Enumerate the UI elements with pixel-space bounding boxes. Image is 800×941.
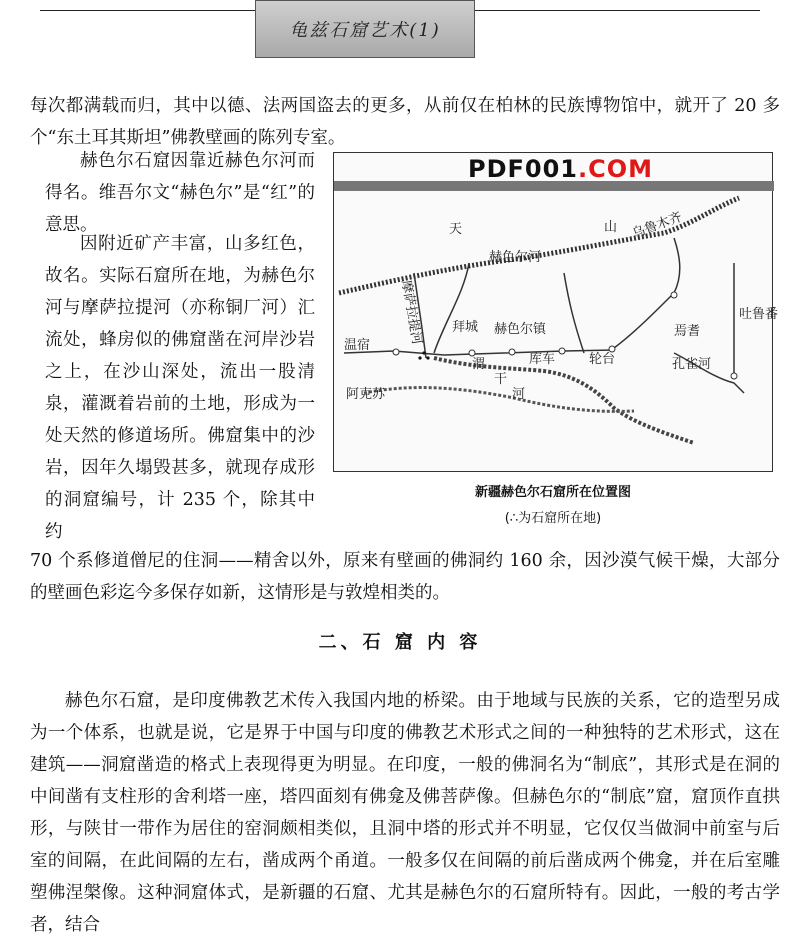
baicheng-dot bbox=[469, 350, 475, 356]
hesezhen-dot bbox=[509, 349, 515, 355]
kuche-dot bbox=[559, 348, 565, 354]
label-he: 河 bbox=[512, 387, 526, 402]
label-baicheng: 拜城 bbox=[452, 320, 479, 335]
north-road bbox=[674, 238, 680, 293]
header-title: 龟兹石窟艺术(1) bbox=[289, 20, 441, 41]
label-hesezhen: 赫色尔镇 bbox=[494, 322, 547, 337]
paragraph-5: 赫色尔石窟，是印度佛教艺术传入我国内地的桥梁。由于地域与民族的关系，它的造型另成为一个体系，也就是说，它是界于中国与印度的佛教艺术形式之间的一种独特的艺术形式，这在建筑——洞窟凿造的格式上表现得更为明显。在印度，一般的佛洞名为“制底”，其形式是在洞的中间凿有支柱形的舍利塔一座，塔四面刻有佛龛及佛菩萨像。但赫色尔的“制底”窟，窟顶作直拱形，与陕甘一带作为居住的窑洞颇相类似，且洞中塔的形式并不明显，它仅仅当做洞中前室与后室的间隔，在此间隔的左右，凿成两个甬道。一般多仅在间隔的前后凿成两个佛龛，并在后室雕塑佛涅槃像。这种洞窟体式，是新疆的石窟、尤其是赫色尔的石窟所特有。因此，一般的考古学者，结合 bbox=[30, 691, 780, 935]
label-gan: 干 bbox=[494, 372, 508, 387]
running-header bbox=[255, 0, 475, 58]
watermark-part-1: PDF001 bbox=[468, 155, 579, 183]
paragraph-4: 70 个系修道僧尼的住洞——精舍以外，原来有壁画的佛洞约 160 余，因沙漠气候干燥，大部分的壁画色彩迄今多保存如新，这情形是与敦煌相类的。 bbox=[30, 551, 780, 603]
label-kuche: 库车 bbox=[529, 352, 556, 367]
label-yanqi: 焉耆 bbox=[674, 324, 701, 339]
label-kongque: 孔雀河 bbox=[672, 357, 712, 372]
label-luntai: 轮台 bbox=[589, 352, 616, 367]
map-caption: 新疆赫色尔石窟所在位置图 bbox=[474, 485, 631, 500]
paragraph-2: 赫色尔石窟因靠近赫色尔河而得名。维吾尔文“赫色尔”是“红”的意思。 bbox=[45, 151, 315, 235]
map-caption-note: (∴为石窟所在地) bbox=[504, 511, 602, 526]
section-heading: 二、石 窟 内 容 bbox=[318, 632, 482, 653]
label-wulumuqi: 乌鲁木齐 bbox=[630, 209, 685, 242]
watermark bbox=[468, 155, 653, 183]
hese-river-line bbox=[434, 263, 469, 353]
tulufan-dot bbox=[731, 373, 737, 379]
label-wei: 渭 bbox=[472, 357, 486, 372]
wensu-dot bbox=[393, 349, 399, 355]
map-drawing bbox=[334, 153, 779, 473]
east-road bbox=[614, 293, 674, 348]
label-wensu: 温宿 bbox=[344, 338, 371, 353]
paragraph-1: 每次都满载而归，其中以德、法两国盗去的更多，从前仅在柏林的民族博物馆中，就开了 20 多个“东土耳其斯坦”佛教壁画的陈列专室。 bbox=[30, 96, 780, 148]
label-tulufan: 吐鲁番 bbox=[739, 307, 779, 322]
main-road bbox=[344, 350, 614, 355]
label-hese: 赫色尔河 bbox=[489, 250, 542, 265]
watermark-part-2: .COM bbox=[578, 155, 654, 183]
location-map bbox=[333, 152, 779, 472]
label-shan: 山 bbox=[604, 220, 618, 235]
tributary-line bbox=[564, 273, 584, 353]
grotto-mark bbox=[422, 351, 425, 354]
label-musala: 摩萨拉提河 bbox=[398, 279, 425, 346]
label-akesu: 阿克苏 bbox=[346, 387, 386, 402]
yanqi-dot bbox=[671, 292, 677, 298]
paragraph-3: 因附近矿产丰富，山多红色，故名。实际石窟所在地，为赫色尔河与摩萨拉提河（亦称铜厂河）汇流处，蜂房似的佛窟凿在河岸沙岩之上，在沙山深处，流出一股清泉，灌溉着岩前的土地，形成为一处天然的修道场所。佛窟集中的沙岩，因年久塌毁甚多，就现存成形的洞窟编号，计 235 个，除其中约 bbox=[45, 234, 315, 542]
label-tian: 天 bbox=[449, 222, 463, 237]
